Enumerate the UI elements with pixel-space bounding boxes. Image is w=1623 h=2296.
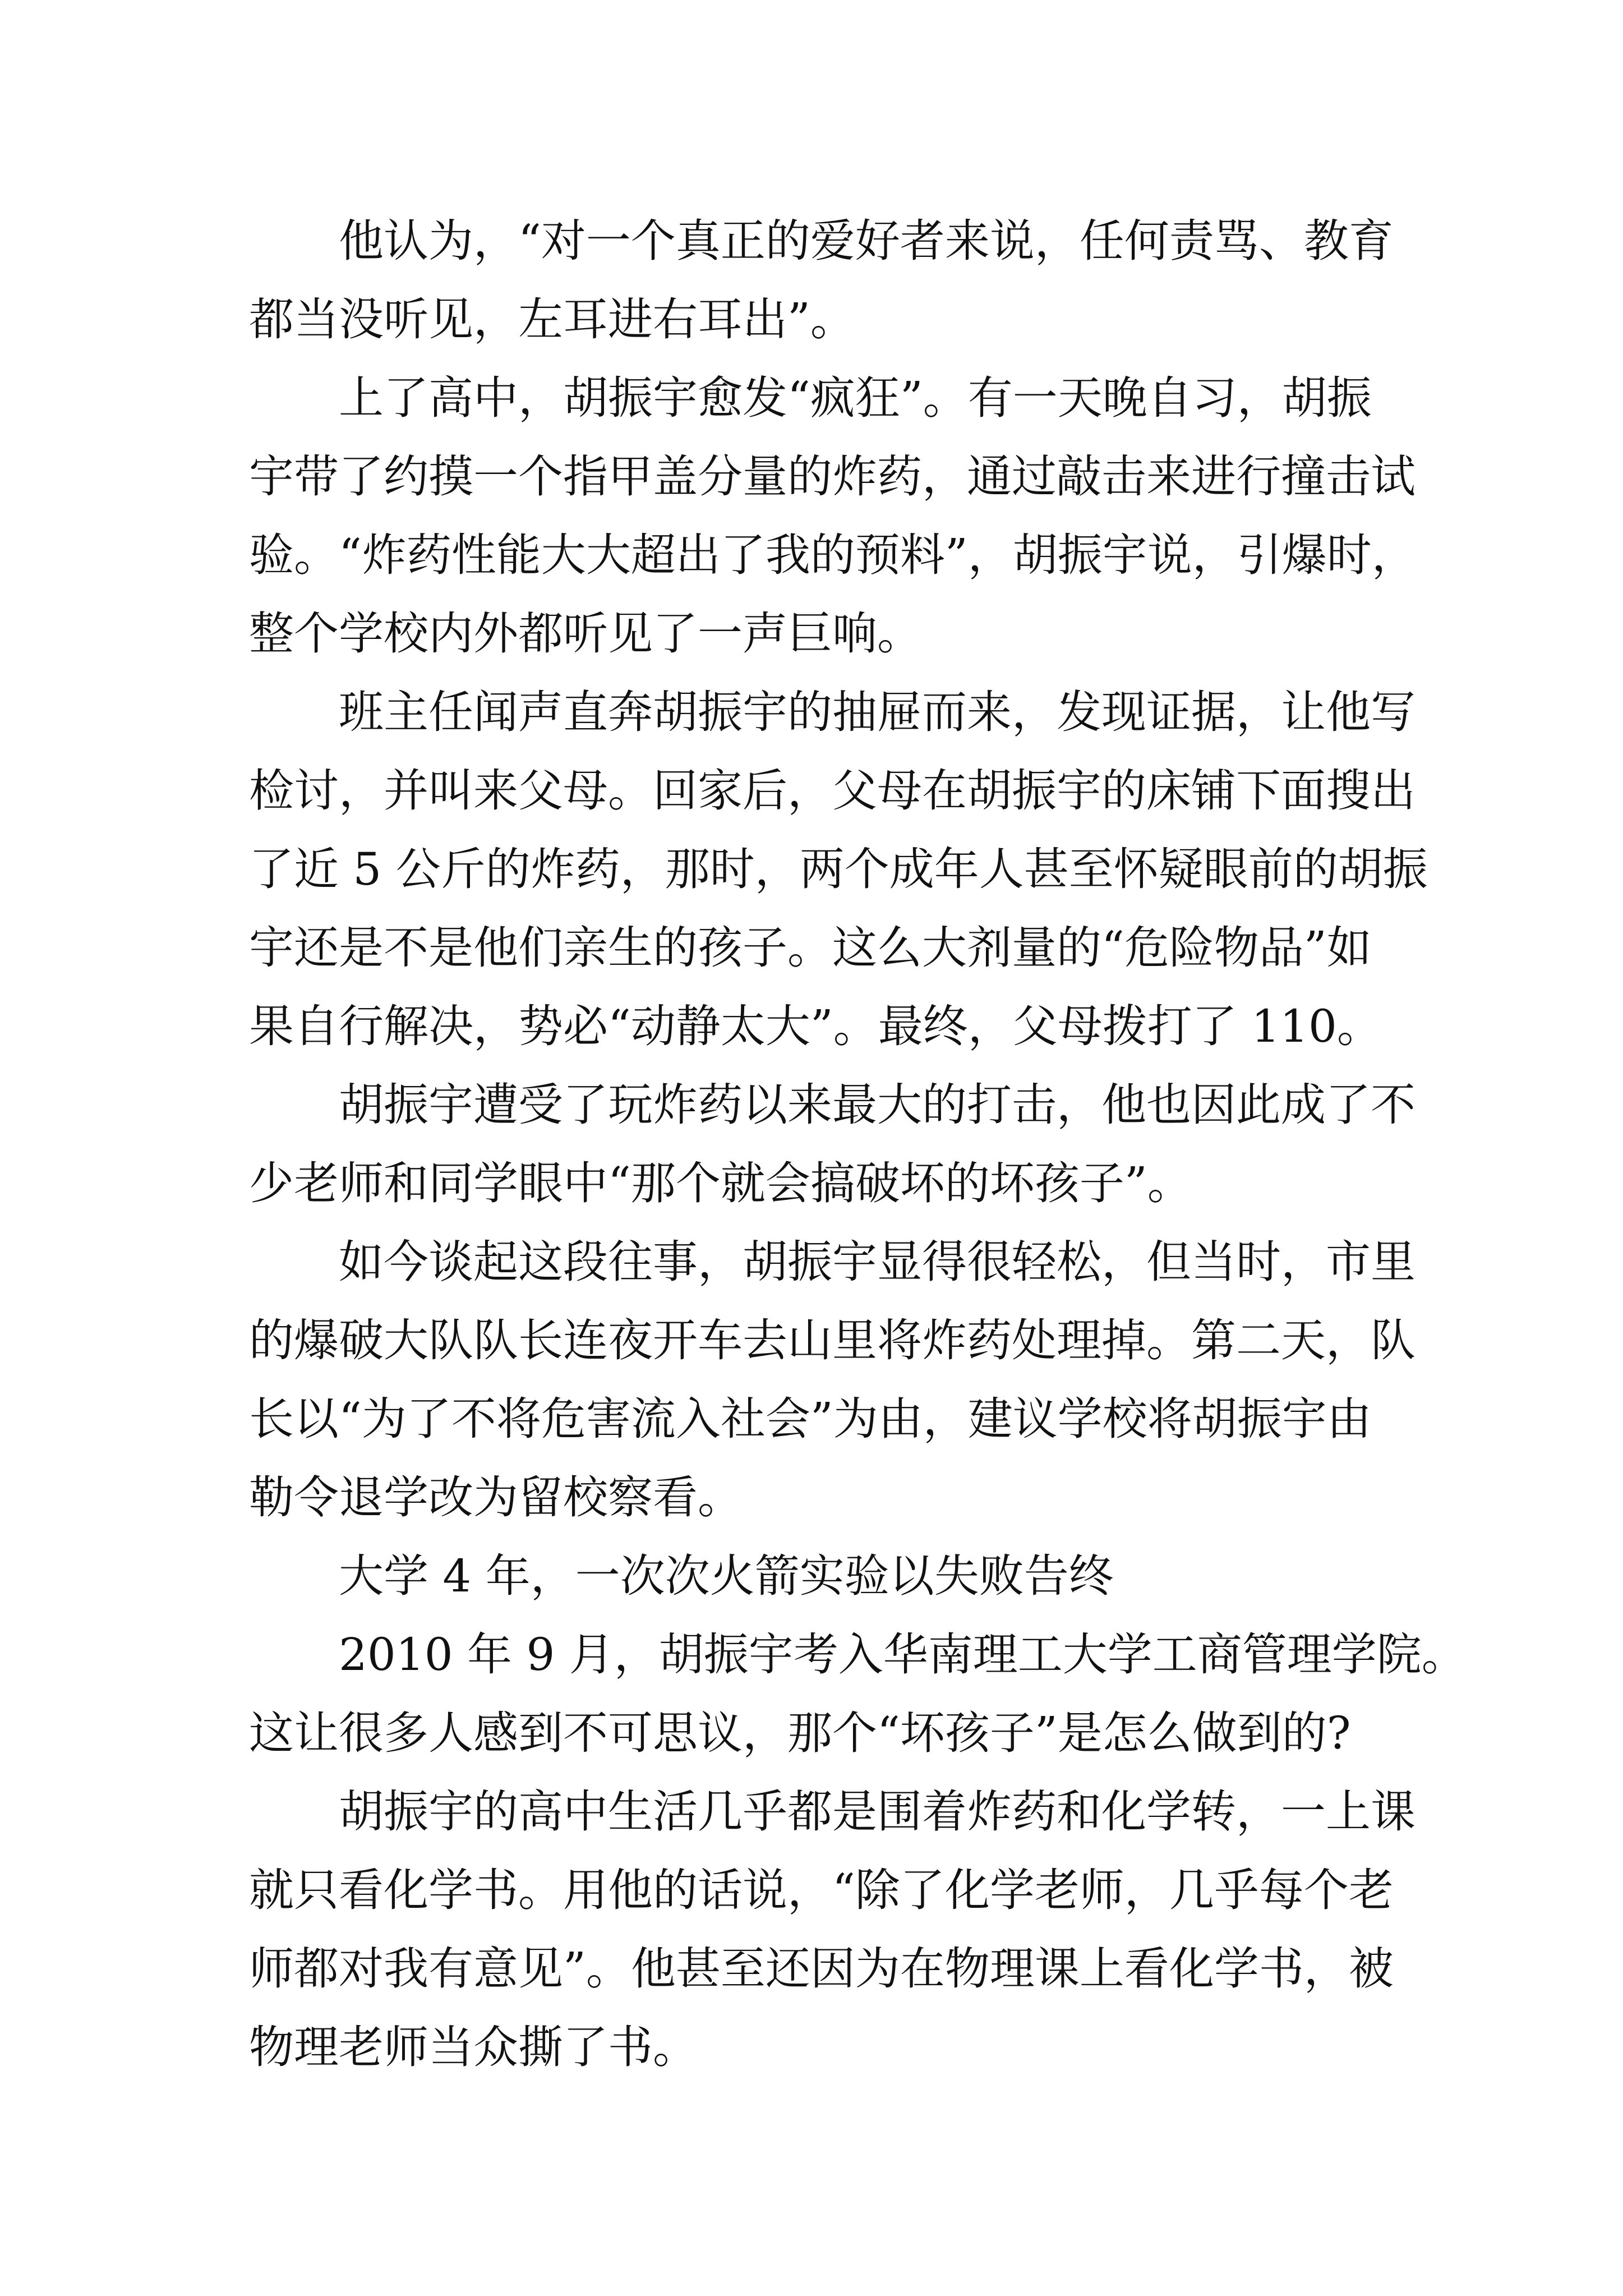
text-line: 勒令退学改为留校察看。 [249,1471,743,1524]
text-line: 胡振宇的高中生活几乎都是围着炸药和化学转，一上课 [339,1786,1415,1838]
text-line: 长以“为了不将危害流入社会”为由，建议学校将胡振宇由 [249,1393,1372,1445]
text-line: 就只看化学书。用他的话说，“除了化学老师，几乎每个老 [249,1864,1394,1916]
text-line: 整个学校内外都听见了一声巨响。 [249,608,922,660]
text-line: 班主任闻声直奔胡振宇的抽屉而来，发现证据，让他写 [339,686,1415,738]
text-line: 果自行解决，势必“动静太大”。最终，父母拨打了 110。 [249,1000,1382,1052]
document-body [249,202,1467,2087]
text-line: 胡振宇遭受了玩炸药以来最大的打击，他也因此成了不 [339,1079,1415,1131]
text-line: 都当没听见，左耳进右耳出”。 [249,293,855,346]
text-line: 上了高中，胡振宇愈发“疯狂”。有一天晚自习，胡振 [339,372,1372,424]
text-line: 宇带了约摸一个指甲盖分量的炸药，通过敲击来进行撞击试 [249,450,1415,503]
text-line: 验。“炸药性能大大超出了我的预料”，胡振宇说，引爆时， [249,529,1417,581]
text-line: 如今谈起这段往事，胡振宇显得很轻松，但当时，市里 [339,1236,1415,1288]
text-line: 这让很多人感到不可思议，那个“坏孩子”是怎么做到的? [249,1707,1351,1759]
text-line: 大学 4 年，一次次火箭实验以失败告终 [339,1550,1114,1602]
text-line: 少老师和同学眼中“那个就会搞破坏的坏孩子”。 [249,1157,1192,1209]
text-line: 了近 5 公斤的炸药，那时，两个成年人甚至怀疑眼前的胡振 [249,843,1428,895]
text-line: 他认为，“对一个真正的爱好者来说，任何责骂、教育 [339,215,1394,267]
text-line: 宇还是不是他们亲生的孩子。这么大剂量的“危险物品”如 [249,922,1372,974]
text-line: 的爆破大队队长连夜开车去山里将炸药处理掉。第二天，队 [249,1314,1415,1366]
text-line: 师都对我有意见”。他甚至还因为在物理课上看化学书，被 [249,1943,1394,1995]
text-line: 检讨，并叫来父母。回家后，父母在胡振宇的床铺下面搜出 [249,765,1415,817]
text-line: 2010 年 9 月，胡振宇考入华南理工大学工商管理学院。 [339,1628,1467,1681]
text-line: 物理老师当众撕了书。 [249,2021,698,2073]
